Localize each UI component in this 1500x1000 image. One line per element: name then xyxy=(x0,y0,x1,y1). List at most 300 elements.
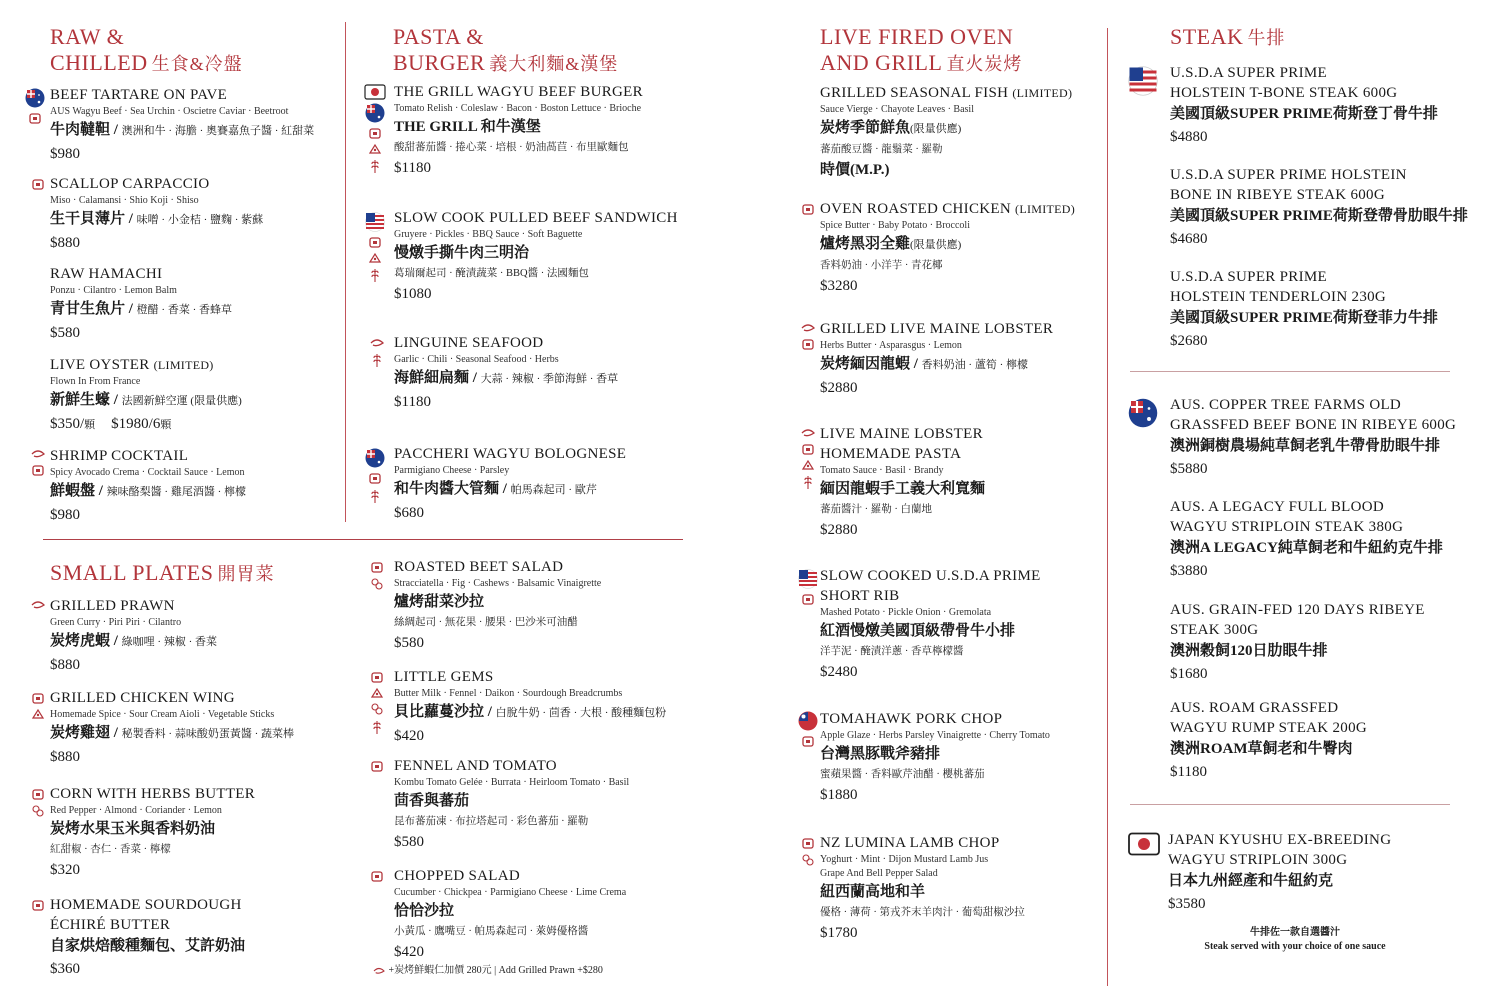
item-zh-description: 葛瑞爾起司 · 醃漬蔬菜 · BBQ醬 · 法國麵包 xyxy=(394,268,589,279)
item-price: $980 xyxy=(50,146,80,162)
item-name-zh: 爐烤甜菜沙拉 xyxy=(394,594,485,610)
item-description: Mashed Potato · Pickle Onion · Gremolata xyxy=(820,607,992,618)
item-zh-description: 洋芋泥 · 醃漬洋蔥 · 香草檸檬醬 xyxy=(820,646,964,657)
item-name-line2: HOMEMADE PASTA xyxy=(820,446,962,462)
item-price: $3580 xyxy=(1168,896,1206,912)
item-zh-description: 法國新鮮空運 (限量供應) xyxy=(121,395,242,407)
item-zh-description: 綠咖哩 · 辣椒 · 香菜 xyxy=(121,636,217,648)
beef-icon xyxy=(368,235,382,249)
item-name-zh xyxy=(50,298,340,321)
heading-zh: 生食&冷盤 xyxy=(151,54,243,74)
item-price: $2480 xyxy=(820,664,858,680)
steak-name-zh: 澳洲穀飼120日肋眼牛排 xyxy=(1170,643,1328,659)
item-zh: 和牛肉醬大管麵 / xyxy=(394,481,511,497)
item-zh-note: (限量供應) xyxy=(910,123,962,135)
item-zh-description: 紅甜椒 · 杏仁 · 香菜 · 檸檬 xyxy=(50,844,171,855)
steak-name-line2: HOLSTEIN TENDERLOIN 230G xyxy=(1170,289,1387,305)
item-zh: 牛肉韃靼 / xyxy=(50,122,122,138)
item-zh: 炭烤雞翅 / xyxy=(50,725,122,741)
item-name-zh xyxy=(394,701,694,724)
beef-icon xyxy=(801,202,815,216)
item-name-zh xyxy=(394,367,704,390)
item-description: Miso · Calamansi · Shio Koji · Shiso xyxy=(50,195,199,206)
section-divider xyxy=(43,539,683,540)
steak-name-zh: 日本九州經產和牛紐約克 xyxy=(1168,873,1334,889)
item-description: Red Pepper · Almond · Coriander · Lemon xyxy=(50,805,222,816)
item-price: $4880 xyxy=(1170,129,1208,145)
item-price: $4680 xyxy=(1170,231,1208,247)
item-zh-description: 澳洲和牛 · 海膽 · 奧賽嘉魚子醬 · 紅甜菜 xyxy=(121,125,315,137)
item-description: Herbs Butter · Asparasgus · Lemon xyxy=(820,340,962,351)
item-name: PACCHERI WAGYU BOLOGNESE xyxy=(394,446,627,462)
steak-item xyxy=(1170,63,1490,148)
item-icons xyxy=(797,427,819,490)
item-name: LITTLE GEMS xyxy=(394,669,494,685)
heading-zh: 直火炭烤 xyxy=(946,54,1023,74)
steak-divider xyxy=(1130,804,1450,805)
steak-name-line2: WAGYU RUMP STEAK 200G xyxy=(1170,720,1368,736)
item-description: Flown In From France xyxy=(50,376,141,387)
item-zh: 生干貝薄片 / xyxy=(50,211,137,227)
price-six: $1980/6 xyxy=(111,416,161,432)
item-price: $1180 xyxy=(394,394,431,410)
beef-icon xyxy=(801,592,815,606)
menu-item xyxy=(394,82,704,179)
beef-icon xyxy=(31,898,45,912)
steak-name-zh: 美國頂級SUPER PRIME荷斯登帶骨肋眼牛排 xyxy=(1170,208,1468,224)
item-name-zh xyxy=(50,722,350,745)
item-zh-description: 大蒜 · 辣椒 · 季節海鮮 · 香草 xyxy=(480,373,619,385)
gluten-icon xyxy=(370,158,380,174)
beef-icon xyxy=(801,442,815,456)
item-zh-description: 蕃茄醬汁 · 羅勒 · 白蘭地 xyxy=(820,504,932,515)
item-zh-description: 香料奶油 · 蘆筍 · 檸檬 xyxy=(921,359,1028,371)
steak-name: AUS. A LEGACY FULL BLOOD xyxy=(1170,499,1385,515)
item-price: $1680 xyxy=(1170,666,1208,682)
heading-zh: 義大利麵&漢堡 xyxy=(489,54,619,74)
item-zh-description: 帕馬森起司 · 歐芹 xyxy=(510,484,597,496)
menu-item xyxy=(50,688,350,768)
item-name-zh xyxy=(820,353,1100,376)
menu-item xyxy=(820,319,1100,399)
steak-name-line2: BONE IN RIBEYE STEAK 600G xyxy=(1170,187,1385,203)
item-price: $1180 xyxy=(394,160,431,176)
item-name-zh: THE GRILL 和牛漢堡 xyxy=(394,119,541,135)
item-description: Stracciatella · Fig · Cashews · Balsamic Vinaigrette xyxy=(394,578,602,589)
item-description: Tomato Relish · Coleslaw · Bacon · Boston Lettuce · Brioche xyxy=(394,103,642,114)
item-icons xyxy=(24,88,46,125)
item-name: NZ LUMINA LAMB CHOP xyxy=(820,835,1000,851)
item-icons xyxy=(797,569,819,606)
steak-name-line2: WAGYU STRIPLOIN STEAK 380G xyxy=(1170,519,1404,535)
item-zh: 炭烤虎蝦 / xyxy=(50,633,122,649)
heading-zh: 牛排 xyxy=(1247,28,1286,48)
section-heading-pasta-burger xyxy=(393,24,618,77)
steak-name-line2: HOLSTEIN T-BONE STEAK 600G xyxy=(1170,85,1398,101)
steak-name-line2: WAGYU STRIPLOIN 300G xyxy=(1168,852,1348,868)
item-name-note: (LIMITED) xyxy=(1015,202,1076,216)
item-name-zh: 茴香與蕃茄 xyxy=(394,793,470,809)
item-icons xyxy=(364,84,386,174)
item-description: AUS Wagyu Beef · Sea Urchin · Oscietre Caviar · Beetroot xyxy=(50,106,289,117)
steak-name-zh: 澳洲A LEGACY純草飼老和牛紐約克牛排 xyxy=(1170,540,1443,556)
usa-flag-icon xyxy=(365,212,385,232)
item-name: GRILLED CHICKEN WING xyxy=(50,690,235,706)
beef-icon xyxy=(370,759,384,773)
item-name: SLOW COOKED U.S.D.A PRIME xyxy=(820,568,1041,584)
item-name-note: (LIMITED) xyxy=(1012,86,1073,100)
steak-name-line2: GRASSFED BEEF BONE IN RIBEYE 600G xyxy=(1170,417,1457,433)
item-name: CHOPPED SALAD xyxy=(394,868,521,884)
item-name-zh: 慢燉手撕牛肉三明治 xyxy=(394,245,530,261)
item-icons xyxy=(366,560,388,591)
item-zh: 炭烤緬因龍蝦 / xyxy=(820,356,922,372)
item-name-line2: SHORT RIB xyxy=(820,588,900,604)
dairy-icon xyxy=(31,708,45,720)
steak-item xyxy=(1170,698,1490,783)
item-icons xyxy=(366,759,388,773)
dairy-icon xyxy=(368,143,382,155)
item-price: $1780 xyxy=(820,925,858,941)
item-description: Apple Glaze · Herbs Parsley Vinaigrette · Cherry Tomato xyxy=(820,730,1050,741)
beef-icon xyxy=(801,734,815,748)
australia-flag-icon xyxy=(365,103,385,123)
item-icons xyxy=(366,337,388,368)
steak-name-zh: 美國頂級SUPER PRIME荷斯登菲力牛排 xyxy=(1170,310,1438,326)
item-name: FENNEL AND TOMATO xyxy=(394,758,557,774)
item-name: LINGUINE SEAFOOD xyxy=(394,335,544,351)
item-price: $680 xyxy=(394,505,424,521)
item-zh-description: 辣味酪梨醬 · 雞尾酒醬 · 檸檬 xyxy=(106,486,246,498)
menu-item xyxy=(394,866,694,963)
item-price: $3280 xyxy=(820,278,858,294)
sauce-note-zh: 牛排佐一款自選醬汁 xyxy=(1250,927,1340,938)
steak-name: JAPAN KYUSHU EX-BREEDING xyxy=(1168,832,1392,848)
column-divider xyxy=(1107,28,1108,986)
beef-icon xyxy=(370,560,384,574)
beef-icon xyxy=(31,691,45,705)
item-name-zh: 炭烤水果玉米與香料奶油 xyxy=(50,821,216,837)
item-price: $1080 xyxy=(394,286,432,302)
item-name: ROASTED BEET SALAD xyxy=(394,559,564,575)
item-price: $420 xyxy=(394,728,424,744)
item-name-main: GRILLED SEASONAL FISH xyxy=(820,85,1013,101)
heading-zh: 開胃菜 xyxy=(217,564,275,584)
menu-item xyxy=(394,557,694,654)
nut-icon xyxy=(370,577,384,591)
section-heading-raw-chilled xyxy=(50,24,243,77)
menu-item xyxy=(394,333,704,413)
item-name-line2: ÉCHIRÉ BUTTER xyxy=(50,917,171,933)
item-price: $1880 xyxy=(820,787,858,803)
gluten-icon xyxy=(372,352,382,368)
item-icons xyxy=(797,836,819,867)
gluten-icon xyxy=(370,267,380,283)
menu-item xyxy=(394,756,694,853)
item-description: Kombu Tomato Gelée · Burrata · Heirloom Tomato · Basil xyxy=(394,777,630,788)
item-description: Spice Butter · Baby Potato · Broccoli xyxy=(820,220,970,231)
item-description: Gruyere · Pickles · BBQ Sauce · Soft Baguette xyxy=(394,229,583,240)
beef-icon xyxy=(370,869,384,883)
item-name xyxy=(820,83,1100,103)
item-name-zh: 恰恰沙拉 xyxy=(394,903,455,919)
steak-name: U.S.D.A SUPER PRIME xyxy=(1170,269,1327,285)
menu-item xyxy=(820,424,1100,541)
item-name-zh xyxy=(394,478,704,501)
item-name-note: (LIMITED) xyxy=(153,358,214,372)
item-name-zh xyxy=(50,208,340,231)
item-price: $580 xyxy=(50,325,80,341)
menu-item xyxy=(820,83,1100,181)
item-icons xyxy=(27,177,49,191)
addon-text: +炭烤鮮蝦仁加價 280元 | Add Grilled Prawn +$280 xyxy=(388,965,603,976)
item-icons xyxy=(366,670,388,735)
steak-divider xyxy=(1130,371,1450,372)
menu-item xyxy=(394,667,694,747)
item-price: 時價(M.P.) xyxy=(820,162,890,178)
item-description: Spicy Avocado Crema · Cocktail Sauce · Lemon xyxy=(50,467,245,478)
item-zh-description: 香料奶油 · 小洋芋 · 青花椰 xyxy=(820,260,943,271)
item-description: Sauce Vierge · Chayote Leaves · Basil xyxy=(820,104,974,115)
shrimp-icon xyxy=(801,322,815,334)
beef-icon xyxy=(801,337,815,351)
item-name: BEEF TARTARE ON PAVE xyxy=(50,87,228,103)
shrimp-icon xyxy=(372,966,386,976)
price-single: $350/ xyxy=(50,416,85,432)
item-name: TOMAHAWK PORK CHOP xyxy=(820,711,1003,727)
item-zh-description: 秘製香料 · 蒜味酸奶蛋黃醬 · 蔬菜棒 xyxy=(121,728,294,740)
beef-icon xyxy=(28,111,42,125)
item-price: $320 xyxy=(50,862,80,878)
item-price: $880 xyxy=(50,749,80,765)
steak-name-zh: 美國頂級SUPER PRIME荷斯登丁骨牛排 xyxy=(1170,106,1438,122)
gluten-icon xyxy=(803,474,813,490)
steak-name-line2: STEAK 300G xyxy=(1170,622,1259,638)
item-name-zh: 紅酒慢燉美國頂級帶骨牛小排 xyxy=(820,623,1016,639)
item-name: SHRIMP COCKTAIL xyxy=(50,448,189,464)
beef-icon xyxy=(31,177,45,191)
steak-name: AUS. ROAM GRASSFED xyxy=(1170,700,1339,716)
item-name xyxy=(820,199,1100,219)
australia-flag-icon xyxy=(365,448,385,468)
heading-line: STEAK xyxy=(1170,24,1244,49)
menu-item xyxy=(394,444,704,524)
item-icons xyxy=(27,898,49,912)
menu-item xyxy=(50,784,340,881)
item-description: Butter Milk · Fennel · Daikon · Sourdough Breadcrumbs xyxy=(394,688,623,699)
price-unit: 顆 xyxy=(84,419,96,431)
japan-flag-icon xyxy=(364,84,386,100)
section-heading-live-fired xyxy=(820,24,1022,77)
item-zh: 青甘生魚片 / xyxy=(50,301,137,317)
item-description: Homemade Spice · Sour Cream Aioli · Vegetable Sticks xyxy=(50,709,275,720)
item-name xyxy=(50,355,340,375)
usa-flag-icon xyxy=(1128,66,1158,96)
steak-name: U.S.D.A SUPER PRIME HOLSTEIN xyxy=(1170,167,1407,183)
menu-item xyxy=(820,566,1100,683)
item-zh-description: 白脫牛奶 · 茴香 · 大根 · 酸種麵包粉 xyxy=(495,707,667,719)
item-zh-description: 味噌 · 小金桔 · 鹽麴 · 紫蘇 xyxy=(136,214,264,226)
item-description: Garlic · Chili · Seasonal Seafood · Herbs xyxy=(394,354,559,365)
australia-flag-icon xyxy=(1128,398,1158,428)
item-icons xyxy=(27,787,49,818)
item-description: Yoghurt · Mint · Dijon Mustard Lamb Jus xyxy=(820,854,989,865)
heading-line: AND GRILL xyxy=(820,50,943,75)
steak-item xyxy=(1168,830,1488,915)
price-unit: 顆 xyxy=(160,419,172,431)
menu-item xyxy=(50,596,340,676)
item-zh: 海鮮細扁麵 / xyxy=(394,370,481,386)
item-price: $980 xyxy=(50,507,80,523)
item-zh-description: 橙醋 · 香菜 · 香蜂草 xyxy=(136,304,232,316)
usa-flag-icon xyxy=(798,569,818,589)
item-name-zh: 緬因龍蝦手工義大利寬麵 xyxy=(820,481,986,497)
steak-name: AUS. GRAIN-FED 120 DAYS RIBEYE xyxy=(1170,602,1425,618)
shrimp-icon xyxy=(31,599,45,611)
item-zh-description: 優格 · 薄荷 · 第戎芥末羊肉汁 · 葡萄甜椒沙拉 xyxy=(820,907,1025,918)
dairy-icon xyxy=(370,687,384,699)
item-name: RAW HAMACHI xyxy=(50,266,163,282)
menu-item xyxy=(50,355,340,436)
steak-name-zh: 澳洲銅樹農場純草飼老乳牛帶骨肋眼牛排 xyxy=(1170,438,1441,454)
nut-icon xyxy=(370,702,384,716)
beef-icon xyxy=(31,463,45,477)
item-zh: 炭烤季節鮮魚 xyxy=(820,120,911,136)
shrimp-icon xyxy=(370,337,384,349)
item-price: $880 xyxy=(50,235,80,251)
item-name-main: OVEN ROASTED CHICKEN xyxy=(820,201,1016,217)
menu-item xyxy=(820,199,1100,297)
item-price: $1180 xyxy=(1170,764,1207,780)
shrimp-icon xyxy=(801,427,815,439)
steak-item xyxy=(1170,395,1490,480)
menu-item xyxy=(820,833,1105,944)
item-name-zh xyxy=(820,233,1100,256)
item-zh: 貝比蘿蔓沙拉 / xyxy=(394,704,496,720)
item-name: CORN WITH HERBS BUTTER xyxy=(50,786,256,802)
nut-icon xyxy=(31,804,45,818)
dairy-icon xyxy=(368,252,382,264)
item-price: $580 xyxy=(394,834,424,850)
item-price: $3880 xyxy=(1170,563,1208,579)
item-zh-description: 絲綢起司 · 無花果 · 腰果 · 巴沙米可油醋 xyxy=(394,617,578,628)
item-name-zh: 紐西蘭高地和羊 xyxy=(820,884,926,900)
menu-item xyxy=(50,446,340,526)
beef-icon xyxy=(370,670,384,684)
item-icons xyxy=(797,711,819,748)
item-icons xyxy=(797,322,819,351)
item-name: GRILLED PRAWN xyxy=(50,598,175,614)
steak-sauce-note xyxy=(1170,926,1420,954)
item-name-zh xyxy=(820,117,1100,140)
item-description: Green Curry · Piri Piri · Cilantro xyxy=(50,617,182,628)
item-zh-note: (限量供應) xyxy=(910,239,962,251)
heading-line: CHILLED xyxy=(50,50,148,75)
item-name: THE GRILL WAGYU BEEF BURGER xyxy=(394,84,643,100)
item-zh: 爐烤黑羽全雞 xyxy=(820,236,911,252)
item-icons xyxy=(27,448,49,477)
item-name-main: LIVE OYSTER xyxy=(50,357,154,373)
dairy-icon xyxy=(801,459,815,471)
item-price: $2680 xyxy=(1170,333,1208,349)
menu-item xyxy=(50,895,340,980)
beef-icon xyxy=(801,836,815,850)
item-icons xyxy=(27,691,49,720)
item-description: Parmigiano Cheese · Parsley xyxy=(394,465,510,476)
menu-item xyxy=(50,85,340,165)
addon-note xyxy=(372,964,603,978)
australia-flag-icon xyxy=(25,88,45,108)
gluten-icon xyxy=(370,488,380,504)
item-icons xyxy=(27,599,49,611)
item-name: HOMEMADE SOURDOUGH xyxy=(50,897,242,913)
item-name-zh: 自家烘焙酸種麵包、艾許奶油 xyxy=(50,938,246,954)
section-heading-small-plates xyxy=(50,560,274,587)
item-price: $2880 xyxy=(820,522,858,538)
item-name: LIVE MAINE LOBSTER xyxy=(820,426,983,442)
item-name-zh xyxy=(50,630,340,653)
item-description-line2: Grape And Bell Pepper Salad xyxy=(820,868,938,879)
steak-name-zh: 澳洲ROAM草飼老和牛臀肉 xyxy=(1170,741,1353,757)
steak-item xyxy=(1170,497,1490,582)
menu-item xyxy=(394,208,704,305)
item-icons xyxy=(797,202,819,216)
item-name-zh xyxy=(50,389,340,412)
menu-item xyxy=(50,174,340,254)
heading-line: RAW & xyxy=(50,24,125,49)
column-divider xyxy=(345,22,346,522)
item-icons xyxy=(366,869,388,883)
item-price: $360 xyxy=(50,961,80,977)
steak-name: U.S.D.A SUPER PRIME xyxy=(1170,65,1327,81)
sauce-note-en: Steak served with your choice of one sauce xyxy=(1204,941,1386,952)
steak-item xyxy=(1170,267,1490,352)
item-price: $5880 xyxy=(1170,461,1208,477)
steak-item xyxy=(1170,165,1490,250)
menu-item xyxy=(820,709,1105,806)
taiwan-flag-icon xyxy=(798,711,818,731)
item-name-zh xyxy=(50,119,340,142)
steak-name: AUS. COPPER TREE FARMS OLD xyxy=(1170,397,1402,413)
item-zh-description: 昆布蕃茄凍 · 布拉塔起司 · 彩色蕃茄 · 羅勒 xyxy=(394,816,589,827)
item-zh-description: 蕃茄酸豆醬 · 龍鬚菜 · 羅勒 xyxy=(820,144,943,155)
item-price: $580 xyxy=(394,635,424,651)
japan-flag-icon xyxy=(1127,832,1161,856)
item-price: $420 xyxy=(394,944,424,960)
item-name: GRILLED LIVE MAINE LOBSTER xyxy=(820,321,1054,337)
item-name-zh: 台灣黑豚戰斧豬排 xyxy=(820,746,941,762)
item-price: $880 xyxy=(50,657,80,673)
heading-line: SMALL PLATES xyxy=(50,560,214,585)
item-zh-description: 蜜蘋果醬 · 香料歐芹油醋 · 櫻桃蕃茄 xyxy=(820,769,985,780)
beef-icon xyxy=(368,126,382,140)
item-zh-description: 小黃瓜 · 鷹嘴豆 · 帕馬森起司 · 萊姆優格醬 xyxy=(394,926,589,937)
beef-icon xyxy=(31,787,45,801)
gluten-icon xyxy=(372,719,382,735)
item-description: Tomato Sauce · Basil · Brandy xyxy=(820,465,944,476)
item-zh: 鮮蝦盤 / xyxy=(50,483,107,499)
section-heading-steak xyxy=(1170,24,1285,51)
item-zh-description: 酸甜蕃茄醬 · 捲心菜 · 培根 · 奶油萵苣 · 布里歐麵包 xyxy=(394,142,629,153)
item-price: $2880 xyxy=(820,380,858,396)
steak-item xyxy=(1170,600,1490,685)
item-description: Cucumber · Chickpea · Parmigiano Cheese · Lime Crema xyxy=(394,887,627,898)
item-name: SCALLOP CARPACCIO xyxy=(50,176,210,192)
heading-line: BURGER xyxy=(393,50,486,75)
item-description: Ponzu · Cilantro · Lemon Balm xyxy=(50,285,177,296)
item-name: SLOW COOK PULLED BEEF SANDWICH xyxy=(394,210,678,226)
heading-line: LIVE FIRED OVEN xyxy=(820,24,1014,49)
